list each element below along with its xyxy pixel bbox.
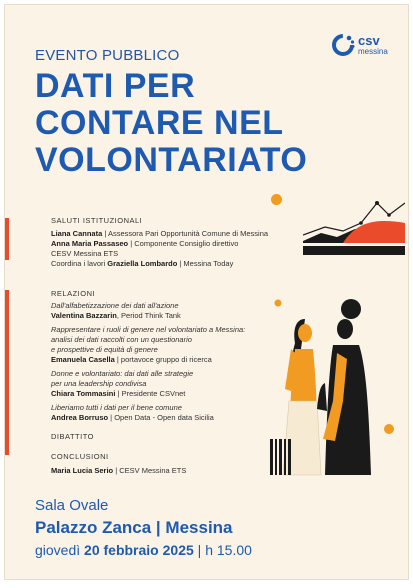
speaker-role: , Period Think Tank — [116, 311, 181, 320]
speaker-name: Andrea Borruso — [51, 413, 109, 422]
moderator-prefix: Coordina i lavori — [51, 259, 108, 268]
venue-room: Sala Ovale — [35, 497, 109, 514]
saluti-heading: SALUTI ISTITUZIONALI — [51, 216, 143, 225]
talk-title: per una leadership condivisa — [51, 379, 147, 388]
title-line-1: DATI PER — [35, 67, 196, 105]
speaker-role: | Messina Today — [177, 259, 234, 268]
logo-text: csv — [358, 33, 380, 48]
speaker-role: | Open Data - Open data Sicilia — [108, 413, 214, 422]
speaker-name: Anna Maria Passaseo — [51, 239, 129, 248]
title-line-3: VOLONTARIATO — [35, 141, 308, 179]
speaker-role: | Presidente CSVnet — [115, 389, 186, 398]
title-line-2: CONTARE NEL — [35, 104, 284, 142]
talk-title: Liberiamo tutti i dati per il bene comune — [51, 403, 182, 412]
event-type-label: EVENTO PUBBLICO — [35, 47, 180, 64]
decorative-dot — [271, 194, 282, 205]
venue-building: Palazzo Zanca | Messina — [35, 518, 233, 537]
talk-title: e prospettive di equità di genere — [51, 345, 158, 354]
event-poster — [4, 4, 409, 580]
speaker-role: | Assessora Pari Opportunità Comune di Messina — [102, 229, 269, 238]
speaker-role: | Componente Consiglio direttivo — [128, 239, 239, 248]
speaker-name: Maria Lucia Serio — [51, 466, 114, 475]
event-time: | h 15.00 — [193, 542, 252, 558]
area-chart-illustration — [303, 201, 405, 261]
dibattito-section — [51, 432, 94, 442]
speaker-name: Valentina Bazzarin — [51, 311, 117, 320]
talk-title: analisi dei dati raccolti con un questionario — [51, 335, 192, 344]
relazioni-section — [51, 289, 245, 423]
dibattito-heading: DIBATTITO — [51, 432, 94, 441]
speaker-name: Liana Cannata — [51, 229, 103, 238]
conclusioni-section — [51, 452, 186, 476]
conclusioni-heading: CONCLUSIONI — [51, 452, 109, 461]
event-date: 20 febbraio 2025 — [84, 542, 194, 558]
speaker-name: Chiara Tommasini — [51, 389, 116, 398]
talk-title: Rappresentare i ruoli di genere nel volontariato a Messina: — [51, 325, 246, 334]
event-datetime — [35, 542, 252, 558]
section-marker — [5, 218, 9, 260]
section-marker — [5, 290, 9, 455]
saluti-line-1 — [51, 229, 268, 239]
page-title — [35, 68, 307, 179]
speaker-role: | portavoce gruppo di ricerca — [114, 355, 212, 364]
saluti-section — [51, 216, 268, 269]
saluti-line-3: CESV Messina ETS — [51, 249, 119, 258]
speaker-role: | CESV Messina ETS — [113, 466, 187, 475]
logo-subtext: messina — [358, 47, 388, 56]
women-illustration — [255, 289, 405, 479]
talk-title: Dall'alfabetizzazione dei dati all'azione — [51, 301, 179, 310]
talk-title: Donne e volontariato: dai dati alle strategie — [51, 369, 194, 378]
relazioni-heading: RELAZIONI — [51, 289, 96, 298]
event-day: giovedì — [35, 542, 85, 558]
csv-logo-icon — [330, 32, 356, 58]
moderator-line — [51, 259, 268, 269]
speaker-name: Graziella Lombardo — [107, 259, 178, 268]
csv-logo — [330, 29, 390, 61]
saluti-line-2 — [51, 239, 268, 249]
speaker-name: Emanuela Casella — [51, 355, 115, 364]
